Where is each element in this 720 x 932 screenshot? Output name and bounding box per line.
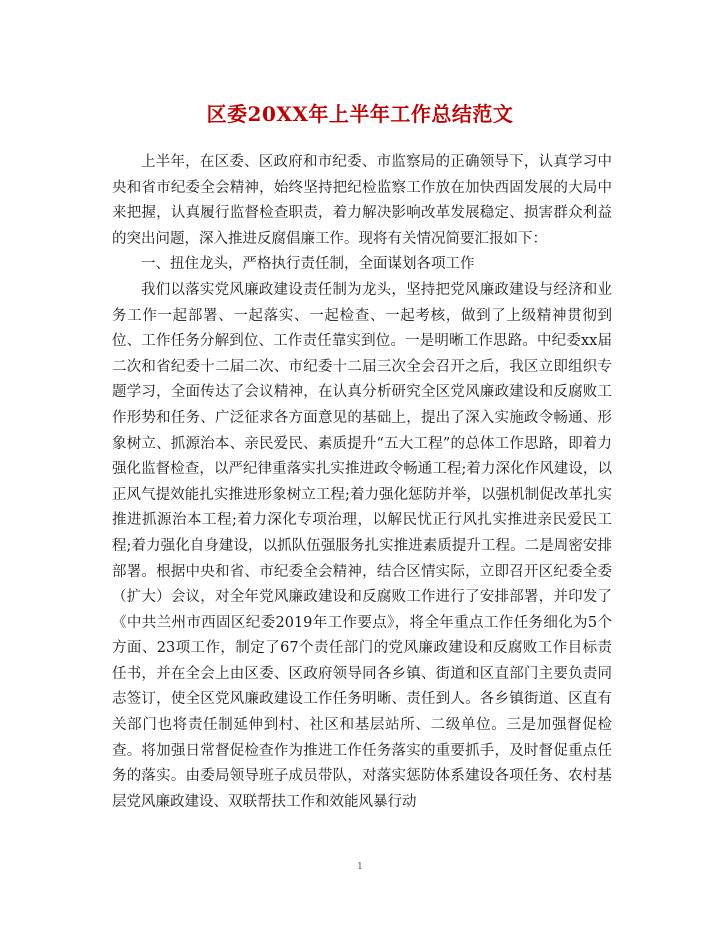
body-paragraph: 我们以落实党风廉政建设责任制为龙头，坚持把党风廉政建设与经济和业务工作一起部署、一起落实、一起检查、一起考核，做到了上级精神贯彻到位、工作任务分解到位、工作责任靠实到位。一是明晰工作思路。中纪委xx届二次和省纪委十二届二次、市纪委十二届三次全会召开之后，我区立即组织专题学习，全面传达了会议精神，在认真分析研究全区党风廉政建设和反腐败工作形势和任务、广泛征求各方面意见的基础上，提出了深入实施政令畅通、形象树立、抓源治本、亲民爱民、素质提升“五大工程”的总体工作思路，即着力强化监督检查，以严纪律重落实扎实推进政令畅通工程;着力深化作风建设，以正风气提效能扎实推进形象树立工程;着力强化惩防并举，以强机制促改革扎实推进抓源治本工程;着力深化专项治理，以解民忧正行风扎实推进亲民爱民工程;着力强化自身建设，以抓队伍强服务扎实推进素质提升工程。二是周密安排部署。根据中央和省、市纪委全会精神，结合区情实际，立即召开区纪委全委（扩大）会议，对全年党风廉政建设和反腐败工作进行了安排部署，并印发了《中共兰州市西固区纪委2019年工作要点》，将全年重点工作任务细化为5个方面、23项工作，制定了67个责任部门的党风廉政建设和反腐败工作目标责任书，并在全会上由区委、区政府领导同各乡镇、街道和区直部门主要负责同志签订，使全区党风廉政建设工作任务明晰、责任到人。各乡镇街道、区直有关部门也将责任制延伸到村、社区和基层站所、二级单位。三是加强督促检查。将加强日常督促检查作为推进工作任务落实的重要抓手，及时督促重点任务的落实。由委局领导班子成员带队，对落实惩防体系建设各项任务、农村基层党风廉政建设、双联帮扶工作和效能风暴行动 [112,281,612,810]
intro-paragraph: 上半年，在区委、区政府和市纪委、市监察局的正确领导下，认真学习中央和省市纪委全会精神，始终坚持把纪检监察工作放在加快西固发展的大局中来把握，认真履行监督检查职责，着力解决影响改革发展稳定、损害群众利益的突出问题，深入推进反腐倡廉工作。现将有关情况简要汇报如下： [112,154,612,247]
page-number: 1 [357,862,363,872]
section-heading: 一、扭住龙头，严格执行责任制，全面谋划各项工作 [141,256,475,273]
document-body [112,150,612,815]
document-title: 区委20XX年上半年工作总结范文 [206,102,514,126]
